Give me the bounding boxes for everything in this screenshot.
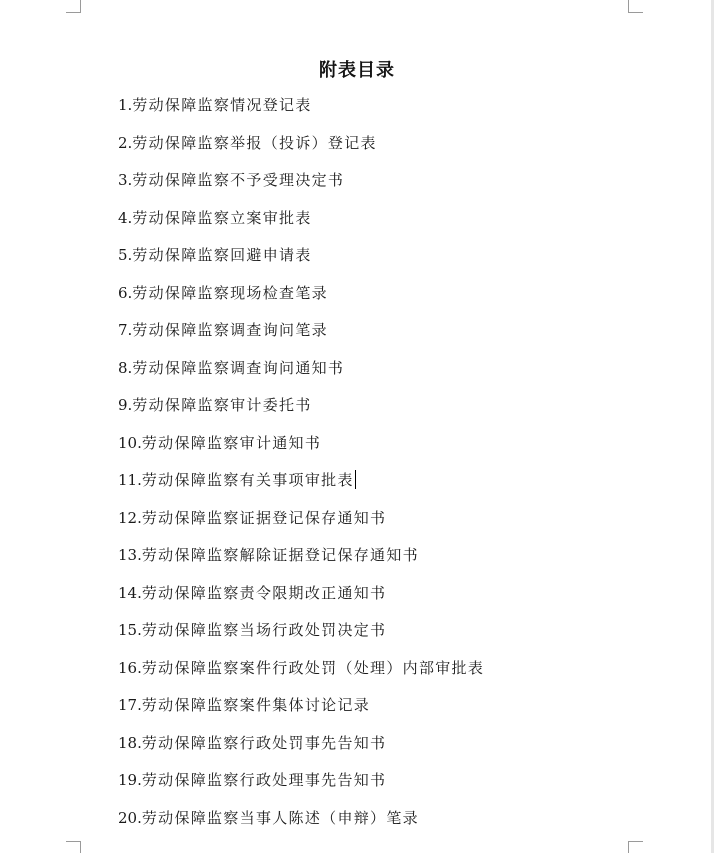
toc-item-number: 8.	[118, 358, 133, 377]
toc-item[interactable]	[118, 430, 484, 468]
toc-item[interactable]	[118, 167, 484, 205]
toc-item[interactable]	[118, 730, 484, 768]
toc-item[interactable]	[118, 205, 484, 243]
toc-item-text: 劳动保障监察审计通知书	[141, 433, 322, 452]
toc-item[interactable]	[118, 467, 484, 505]
text-cursor	[355, 470, 356, 489]
toc-item-text: 劳动保障监察责令限期改正通知书	[141, 583, 387, 602]
toc-item-number: 13.	[118, 546, 142, 564]
toc-item-number: 3.	[118, 171, 133, 189]
toc-item-text: 劳动保障监察案件行政处罚（处理）内部审批表	[141, 658, 485, 677]
toc-item-text: 劳动保障监察当事人陈述（申辩）笔录	[141, 808, 419, 827]
toc-item[interactable]	[118, 505, 484, 543]
toc-item-text: 劳动保障监察情况登记表	[132, 96, 312, 114]
toc-item-number: 6.	[118, 283, 133, 302]
toc-item-number: 9.	[118, 396, 133, 414]
toc-item-text: 劳动保障监察当场行政处罚决定书	[141, 621, 387, 639]
toc-item-text: 劳动保障监察案件集体讨论记录	[141, 696, 371, 714]
toc-item-number: 2.	[118, 133, 133, 152]
toc-item[interactable]	[118, 355, 484, 393]
toc-item-text: 劳动保障监察调查询问通知书	[132, 358, 345, 377]
toc-item[interactable]	[118, 280, 484, 318]
toc-item-number: 18.	[118, 733, 142, 752]
crop-mark-top-right	[628, 0, 643, 13]
toc-item[interactable]	[118, 130, 484, 168]
toc-item-number: 10.	[118, 433, 142, 452]
toc-item-text: 劳动保障监察立案审批表	[132, 208, 312, 227]
toc-item-number: 20.	[118, 808, 142, 827]
toc-item[interactable]	[118, 692, 484, 730]
toc-item-text: 劳动保障监察举报（投诉）登记表	[132, 133, 377, 152]
toc-item[interactable]	[118, 655, 484, 693]
toc-item-number: 7.	[118, 321, 133, 339]
toc-item-number: 16.	[118, 658, 142, 677]
toc-item-text: 劳动保障监察调查询问笔录	[132, 321, 328, 339]
toc-item-text: 劳动保障监察有关事项审批表	[141, 471, 354, 489]
toc-item[interactable]	[118, 317, 484, 355]
crop-mark-top-left	[66, 0, 81, 13]
toc-item[interactable]	[118, 617, 484, 655]
toc-item-number: 15.	[118, 621, 142, 639]
crop-mark-bottom-right	[628, 841, 643, 853]
toc-item[interactable]	[118, 805, 484, 843]
page-title: 附表目录	[319, 60, 395, 81]
crop-mark-bottom-left	[66, 841, 81, 853]
toc-item-number: 19.	[118, 771, 142, 789]
toc-item[interactable]	[118, 580, 484, 618]
toc-item-text: 劳动保障监察行政处罚事先告知书	[141, 733, 387, 752]
toc-item[interactable]	[118, 542, 484, 580]
toc-item-text: 劳动保障监察审计委托书	[132, 396, 312, 414]
toc-list	[118, 92, 484, 842]
toc-item-text: 劳动保障监察行政处理事先告知书	[141, 771, 387, 789]
toc-item-number: 12.	[118, 508, 142, 527]
toc-item-text: 劳动保障监察证据登记保存通知书	[141, 508, 387, 527]
toc-item[interactable]	[118, 92, 484, 130]
toc-item-text: 劳动保障监察解除证据登记保存通知书	[141, 546, 419, 564]
toc-item-number: 17.	[118, 696, 142, 714]
toc-item-number: 14.	[118, 583, 142, 602]
toc-item-text: 劳动保障监察现场检查笔录	[132, 283, 328, 302]
toc-item-number: 1.	[118, 96, 133, 114]
toc-item[interactable]	[118, 392, 484, 430]
toc-item[interactable]	[118, 767, 484, 805]
toc-item[interactable]	[118, 242, 484, 280]
toc-item-text: 劳动保障监察回避申请表	[132, 246, 312, 264]
toc-item-number: 4.	[118, 208, 133, 227]
toc-item-text: 劳动保障监察不予受理决定书	[132, 171, 345, 189]
toc-item-number: 11.	[118, 471, 142, 489]
toc-item-number: 5.	[118, 246, 133, 264]
